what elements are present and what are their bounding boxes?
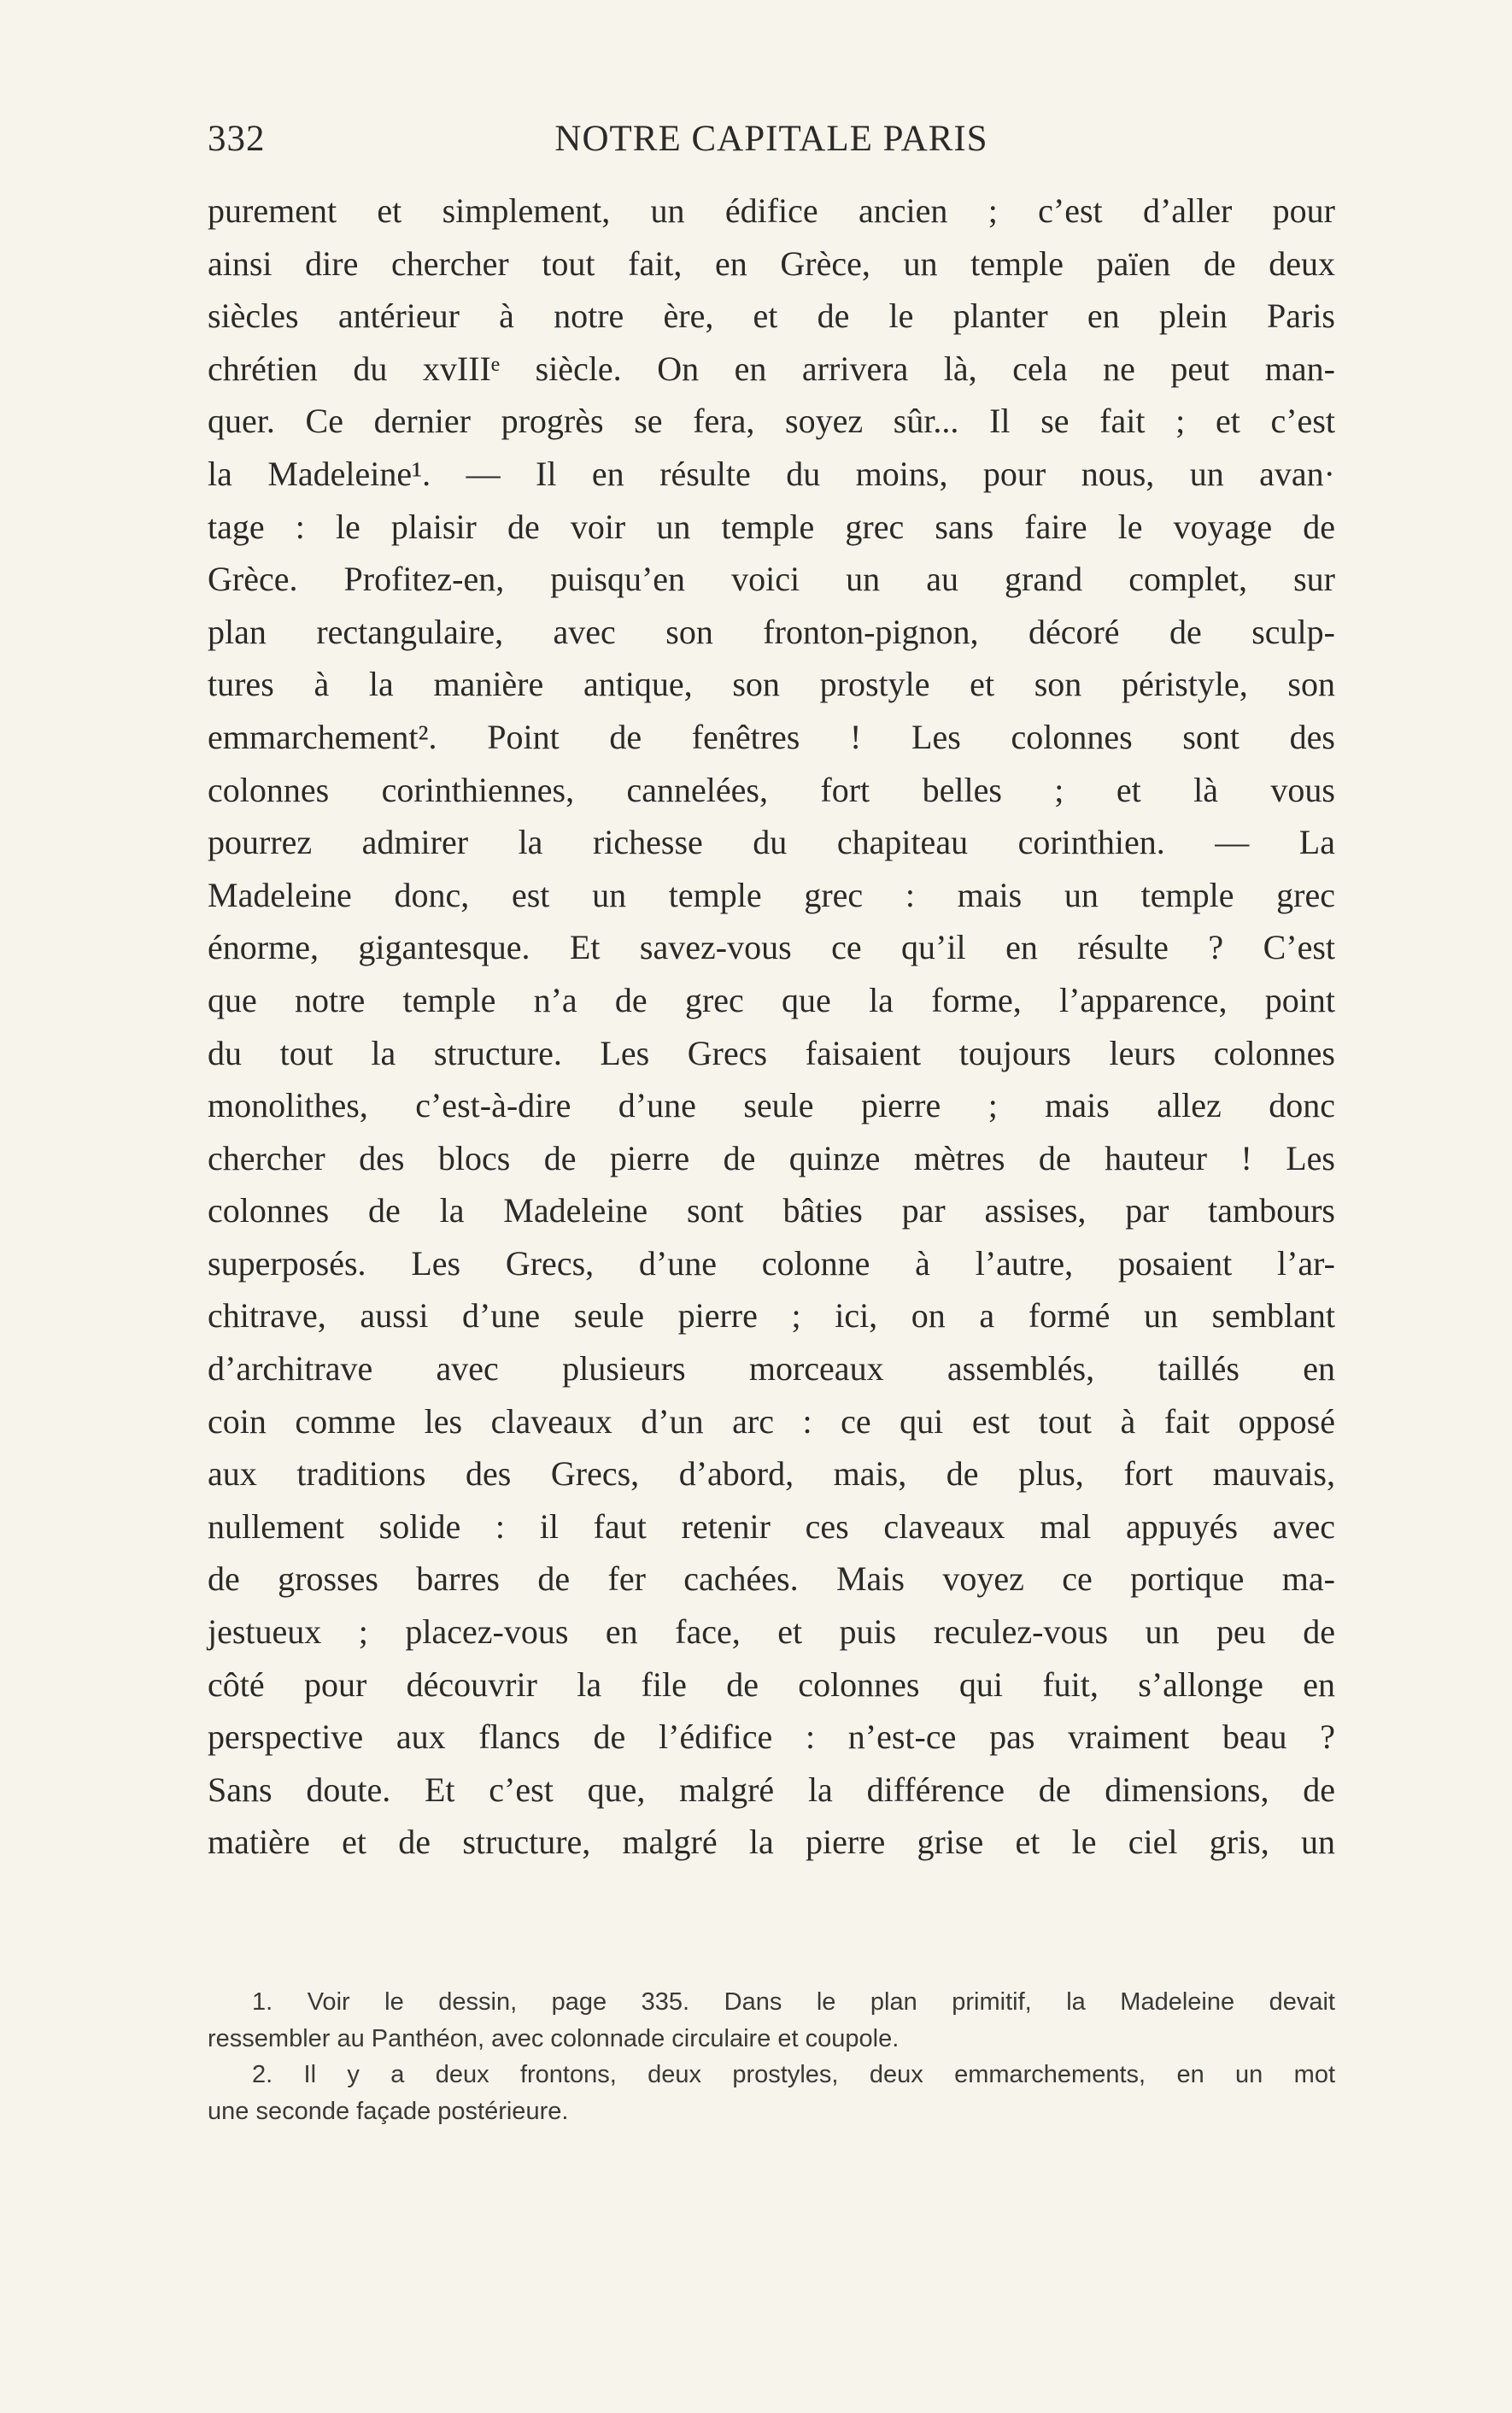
text-line: colonnes de la Madeleine sont bâties par assises, par tambours bbox=[208, 1191, 1335, 1230]
text-line: perspective aux flancs de l’édifice : n’est-ce pas vraiment beau ? bbox=[208, 1717, 1335, 1757]
text-line: côté pour découvrir la file de colonnes qui fuit, s’allonge en bbox=[208, 1664, 1335, 1704]
footnote-1-line: ressembler au Panthéon, avec colonnade circulaire et coupole. bbox=[208, 2024, 900, 2052]
text-line: ainsi dire chercher tout fait, en Grèce, un temple païen de deux bbox=[208, 244, 1335, 283]
footnotes bbox=[208, 1984, 1335, 2129]
text-line: du tout la structure. Les Grecs faisaient toujours leurs colonnes bbox=[208, 1033, 1335, 1072]
text-line: Grèce. Profitez-en, puisqu’en voici un au grand complet, sur bbox=[208, 560, 1335, 599]
text-line: énorme, gigantesque. Et savez-vous ce qu’il en résulte ? C’est bbox=[208, 928, 1335, 967]
page-number: 332 bbox=[208, 119, 266, 159]
text-line: matière et de structure, malgré la pierre grise et le ciel gris, un bbox=[208, 1823, 1335, 1862]
text-line: quer. Ce dernier progrès se fera, soyez sûr... Il se fait ; et c’est bbox=[208, 402, 1335, 441]
footnote-1-line: 1. Voir le dessin, page 335. Dans le plan primitif, la Madeleine devait bbox=[252, 1988, 1335, 2016]
text-line: chrétien du xvIIIᵉ siècle. On en arrivera là, cela ne peut man- bbox=[208, 349, 1335, 388]
text-line: plan rectangulaire, avec son fronton-pignon, décoré de sculp- bbox=[208, 612, 1335, 651]
text-line: superposés. Les Grecs, d’une colonne à l’autre, posaient l’ar- bbox=[208, 1243, 1335, 1283]
running-title: NOTRE CAPITALE PARIS bbox=[554, 119, 988, 159]
text-line: de grosses barres de fer cachées. Mais voyez ce portique ma- bbox=[208, 1559, 1335, 1599]
footnote-2-line: une seconde façade postérieure. bbox=[208, 2097, 569, 2125]
page-header bbox=[208, 118, 1335, 169]
text-line: nullement solide : il faut retenir ces claveaux mal appuyés avec bbox=[208, 1506, 1335, 1546]
text-line: colonnes corinthiennes, cannelées, fort belles ; et là vous bbox=[208, 770, 1335, 809]
text-line: siècles antérieur à notre ère, et de le planter en plein Paris bbox=[208, 296, 1335, 336]
text-line: pourrez admirer la richesse du chapiteau corinthien. — La bbox=[208, 823, 1335, 862]
text-line: que notre temple n’a de grec que la forme, l’apparence, point bbox=[208, 980, 1335, 1019]
text-line: Madeleine donc, est un temple grec : mais un temple grec bbox=[208, 875, 1335, 914]
body-text bbox=[208, 185, 1335, 1869]
text-line: d’architrave avec plusieurs morceaux assemblés, taillés en bbox=[208, 1349, 1335, 1389]
text-line: la Madeleine¹. — Il en résulte du moins, pour nous, un avan· bbox=[208, 454, 1335, 493]
text-line: purement et simplement, un édifice ancien ; c’est d’aller pour bbox=[208, 191, 1335, 230]
text-line: chercher des blocs de pierre de quinze mètres de hauteur ! Les bbox=[208, 1138, 1335, 1177]
text-line: tures à la manière antique, son prostyle et son péristyle, son bbox=[208, 665, 1335, 704]
footnote-2-line: 2. Il y a deux frontons, deux prostyles, deux emmarchements, en un mot bbox=[252, 2061, 1335, 2088]
text-line: chitrave, aussi d’une seule pierre ; ici, on a formé un semblant bbox=[208, 1296, 1335, 1336]
text-line: emmarchement². Point de fenêtres ! Les colonnes sont des bbox=[208, 717, 1335, 756]
text-line: jestueux ; placez-vous en face, et puis reculez-vous un peu de bbox=[208, 1612, 1335, 1652]
text-line: coin comme les claveaux d’un arc : ce qui est tout à fait opposé bbox=[208, 1401, 1335, 1441]
text-line: Sans doute. Et c’est que, malgré la différence de dimensions, de bbox=[208, 1770, 1335, 1809]
text-line: monolithes, c’est-à-dire d’une seule pierre ; mais allez donc bbox=[208, 1086, 1335, 1125]
text-line: aux traditions des Grecs, d’abord, mais, de plus, fort mauvais, bbox=[208, 1454, 1335, 1494]
text-line: tage : le plaisir de voir un temple grec sans faire le voyage de bbox=[208, 507, 1335, 546]
